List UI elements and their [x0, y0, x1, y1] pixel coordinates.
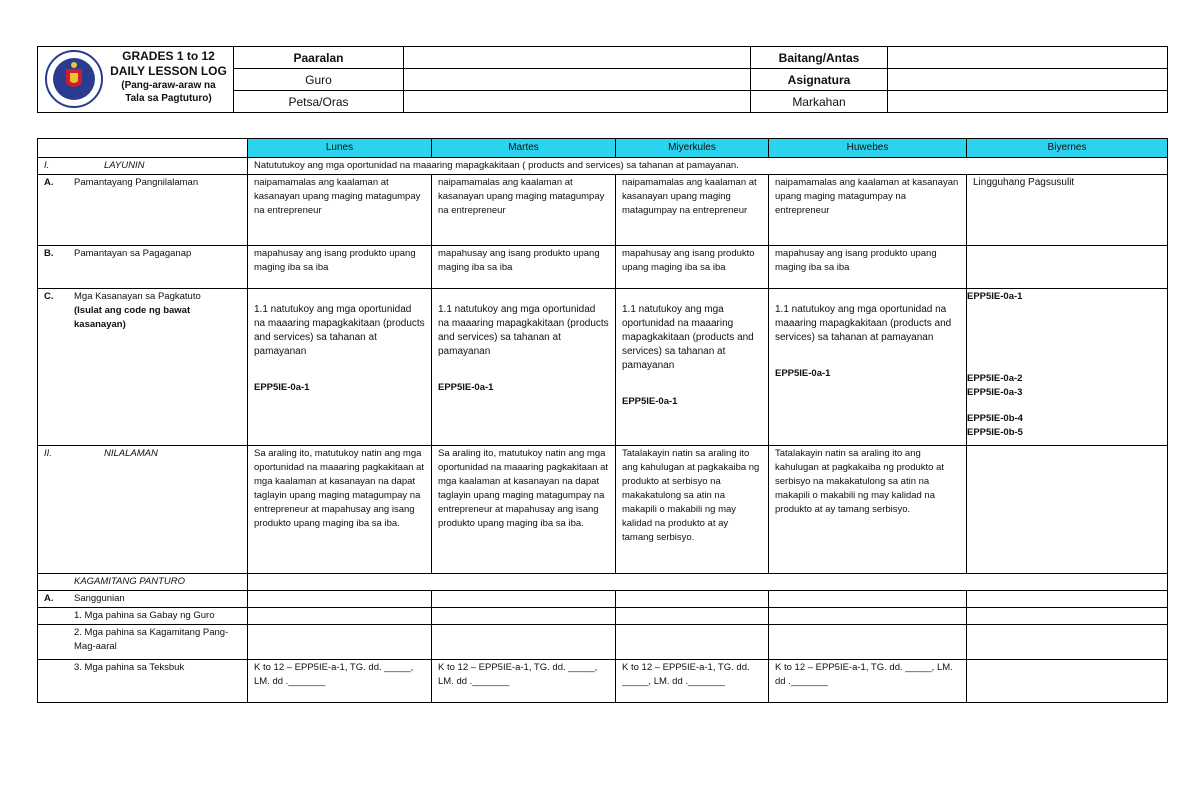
kasanayan-code-miyerkules: EPP5IE-0a-1 [622, 396, 678, 407]
cell-teksbuk-huwebes: K to 12 – EPP5IE-a-1, TG. dd. _____, LM. dd ._______ [769, 660, 967, 703]
num-kasanayan: C. [44, 291, 54, 302]
field-asignatura[interactable] [888, 69, 1168, 91]
label-petsa: Petsa/Oras [234, 91, 404, 113]
field-markahan[interactable] [888, 91, 1168, 113]
label-pang-mag-aaral: 2. Mga pahina sa Kagamitang Pang-Mag-aaral [38, 625, 248, 660]
label-asignatura: Asignatura [751, 69, 888, 91]
day-lunes: Lunes [248, 139, 432, 158]
cell-pagaganap-miyerkules: mapahusay ang isang produkto upang maging iba sa iba [616, 246, 769, 289]
cell-kagamitan [248, 574, 1168, 591]
cell-nilalaman-huwebes: Tatalakayin natin sa araling ito ang kahulugan at pagkakaiba ng produkto at serbisyo na makakatulong sa atin na makapili o makabili ng may kalidad na produkto at ay tamang serbisyo. [769, 446, 967, 574]
friday-code-3: EPP5IE-0a-3 [967, 387, 1023, 398]
label-layunin: LAYUNIN [104, 160, 145, 171]
cell-kasanayan-biyernes [967, 289, 1168, 446]
cell-pamantayang-martes: naipamamalas ang kaalaman at kasanayan upang maging matagumpay na entrepreneur [432, 175, 616, 246]
title-block [104, 47, 233, 109]
kasanayan-text-huwebes: 1.1 natutukoy ang mga oportunidad na maaaring mapagkakitaan (products and services) sa tahanan at pamayanan [775, 304, 952, 343]
cell-pamantayang-biyernes: Lingguhang Pagsusulit [967, 175, 1168, 246]
num-layunin: I. [44, 160, 50, 171]
label-guro: Guro [234, 69, 404, 91]
cell-pamantayang-lunes: naipamamalas ang kaalaman at kasanayan upang maging matagumpay na entrepreneur [248, 175, 432, 246]
cell-kasanayan-huwebes [769, 289, 967, 446]
header-title-cell [38, 47, 234, 113]
row-layunin [38, 158, 1168, 175]
cell-pagaganap-lunes: mapahusay ang isang produkto upang maging iba sa iba [248, 246, 432, 289]
doc-subtitle-1: (Pang-araw-araw na [121, 80, 216, 91]
friday-code-2: EPP5IE-0a-2 [967, 373, 1023, 384]
num-pagaganap: B. [44, 248, 54, 259]
cell-pagaganap-huwebes: mapahusay ang isang produkto upang maging iba sa iba [769, 246, 967, 289]
row-pamantayan-sa-pagaganap [38, 246, 1168, 289]
row-sanggunian [38, 591, 1168, 608]
doc-title-grades: GRADES 1 to 12 [122, 49, 215, 63]
days-header-blank [38, 139, 248, 158]
cell-pagaganap-biyernes [967, 246, 1168, 289]
row-kagamitang-pang-mag-aaral [38, 625, 1168, 660]
row-nilalaman [38, 446, 1168, 574]
label-markahan: Markahan [751, 91, 888, 113]
friday-code-5: EPP5IE-0b-5 [967, 427, 1023, 438]
kasanayan-text-martes: 1.1 natutukoy ang mga oportunidad na maaaring mapagkakitaan (products and services) sa tahanan at pamayanan [438, 304, 609, 357]
field-paaralan[interactable] [404, 47, 751, 69]
label-kasanayan: Mga Kasanayan sa Pagkatuto [74, 291, 201, 302]
row-pamantayang-pangnilalaman [38, 175, 1168, 246]
day-miyerkules: Miyerkules [616, 139, 769, 158]
label-teksbuk: 3. Mga pahina sa Teksbuk [38, 660, 248, 703]
label-pagaganap: Pamantayan sa Pagaganap [74, 248, 192, 259]
row-gabay-guro [38, 608, 1168, 625]
label-baitang: Baitang/Antas [751, 47, 888, 69]
cell-teksbuk-biyernes [967, 660, 1168, 703]
row-kasanayan [38, 289, 1168, 446]
cell-pagaganap-martes: mapahusay ang isang produkto upang maging iba sa iba [432, 246, 616, 289]
row-kagamitan [38, 574, 1168, 591]
day-martes: Martes [432, 139, 616, 158]
label-pamantayang: Pamantayang Pangnilalaman [74, 177, 199, 188]
cell-teksbuk-miyerkules: K to 12 – EPP5IE-a-1, TG. dd. _____, LM. dd ._______ [616, 660, 769, 703]
cell-nilalaman-lunes: Sa araling ito, matutukoy natin ang mga oportunidad na maaaring pagkakitaan at mga kaalaman at kasanayan na dapat taglayin upang maging matagumpay na entrepreneur at mapahusay ang isang produkto upang maging iba sa iba. [248, 446, 432, 574]
label-kasanayan-note: (Isulat ang code ng bawat kasanayan) [74, 305, 191, 330]
friday-code-4: EPP5IE-0b-4 [967, 413, 1023, 424]
kasanayan-code-huwebes: EPP5IE-0a-1 [775, 368, 831, 379]
cell-teksbuk-martes: K to 12 – EPP5IE-a-1, TG. dd. _____, LM. dd ._______ [432, 660, 616, 703]
num-sanggunian: A. [44, 593, 54, 604]
num-nilalaman: II. [44, 448, 52, 459]
cell-kasanayan-lunes [248, 289, 432, 446]
doc-title-dll: DAILY LESSON LOG [110, 64, 227, 78]
kasanayan-code-lunes: EPP5IE-0a-1 [254, 382, 310, 393]
num-pamantayang: A. [44, 177, 54, 188]
lesson-log-table [37, 138, 1168, 703]
cell-nilalaman-miyerkules: Tatalakayin natin sa araling ito ang kahulugan at pagkakaiba ng produkto at serbisyo na makakatulong sa atin na makapili o makabili ng may kalidad na produkto at ay tamang serbisyo. [616, 446, 769, 574]
cell-teksbuk-lunes: K to 12 – EPP5IE-a-1, TG. dd. _____, LM. dd ._______ [248, 660, 432, 703]
field-petsa[interactable] [404, 91, 751, 113]
label-gabay-guro: 1. Mga pahina sa Gabay ng Guro [38, 608, 248, 625]
deped-seal-icon [44, 49, 104, 109]
day-biyernes: Biyernes [967, 139, 1168, 158]
label-nilalaman: NILALAMAN [104, 448, 158, 459]
label-sanggunian: Sanggunian [74, 593, 125, 604]
days-header-row [38, 139, 1168, 158]
day-huwebes: Huwebes [769, 139, 967, 158]
row-teksbuk [38, 660, 1168, 703]
header-table [37, 46, 1168, 113]
cell-pamantayang-huwebes: naipamamalas ang kaalaman at kasanayan upang maging matagumpay na entrepreneur [769, 175, 967, 246]
kasanayan-text-lunes: 1.1 natutukoy ang mga oportunidad na maaaring mapagkakitaan (products and services) sa tahanan at pamayanan [254, 304, 425, 357]
field-baitang[interactable] [888, 47, 1168, 69]
label-kagamitan: KAGAMITANG PANTURO [38, 574, 248, 591]
cell-nilalaman-biyernes [967, 446, 1168, 574]
cell-kasanayan-martes [432, 289, 616, 446]
doc-subtitle-2: Tala sa Pagtuturo) [125, 93, 212, 104]
kasanayan-code-martes: EPP5IE-0a-1 [438, 382, 494, 393]
cell-nilalaman-martes: Sa araling ito, matutukoy natin ang mga oportunidad na maaaring pagkakitaan at mga kaalaman at kasanayan na dapat taglayin upang maging matagumpay na entrepreneur at mapahusay ang isang produkto upang maging iba sa iba. [432, 446, 616, 574]
cell-kasanayan-miyerkules [616, 289, 769, 446]
field-guro[interactable] [404, 69, 751, 91]
cell-pamantayang-miyerkules: naipamamalas ang kaalaman at kasanayan upang maging matagumpay na entrepreneur [616, 175, 769, 246]
kasanayan-text-miyerkules: 1.1 natutukoy ang mga oportunidad na maaaring mapagkakitaan (products and services) sa tahanan at pamayanan [622, 304, 754, 371]
label-paaralan: Paaralan [234, 47, 404, 69]
layunin-text: Natututukoy ang mga oportunidad na maaaring mapagkakitaan ( products and services) sa tahanan at pamayanan. [248, 158, 1168, 175]
friday-code-1: EPP5IE-0a-1 [967, 291, 1023, 302]
